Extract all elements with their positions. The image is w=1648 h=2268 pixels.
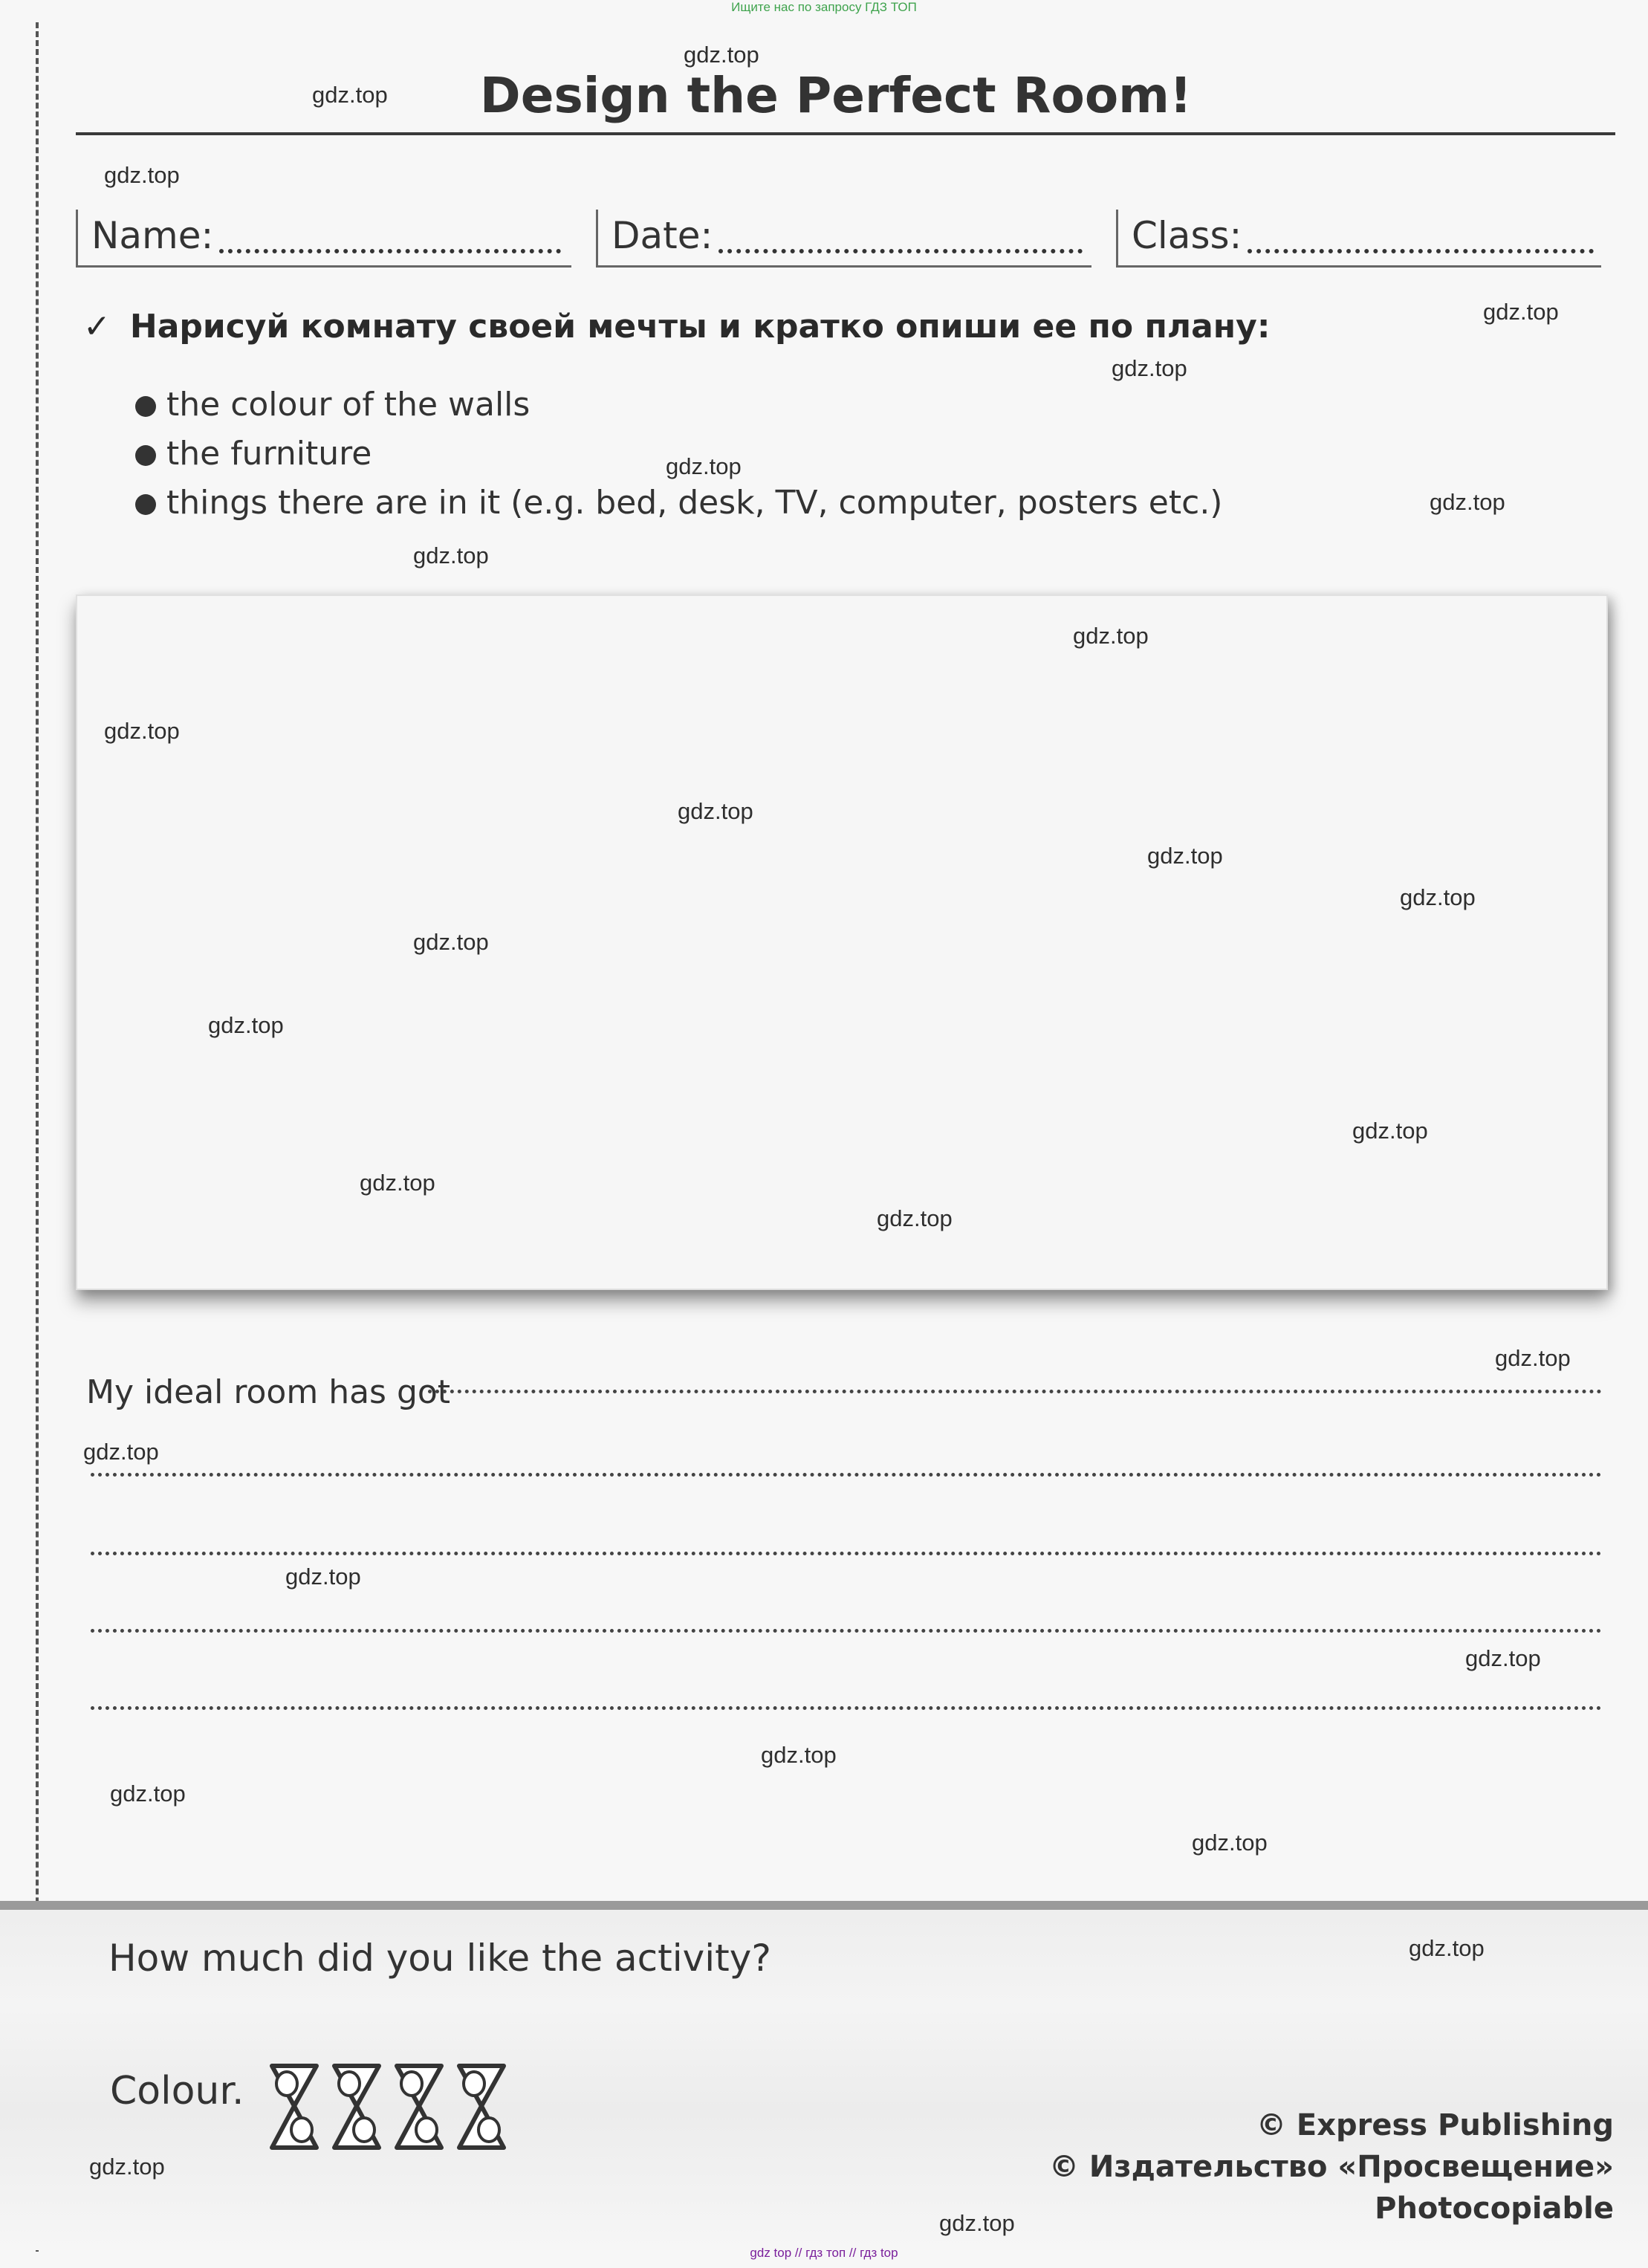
instruction <box>83 308 1270 346</box>
writing-line[interactable] <box>91 1706 1602 1710</box>
watermark: gdz.top <box>1073 623 1149 649</box>
watermark: gdz.top <box>104 162 180 188</box>
watermark: gdz.top <box>678 798 753 824</box>
watermark: gdz.top <box>1112 355 1187 381</box>
copyright-line: © Express Publishing <box>1256 2108 1614 2142</box>
copyright-block <box>1049 2105 1614 2229</box>
watermark: gdz.top <box>666 453 742 479</box>
watermark: gdz.top <box>1352 1118 1428 1144</box>
class-dots <box>1248 249 1594 253</box>
watermark: gdz.top <box>939 2210 1015 2236</box>
watermark: gdz.top <box>1400 884 1476 910</box>
class-field[interactable] <box>1116 210 1601 268</box>
watermark: gdz.top <box>1465 1645 1541 1671</box>
colour-label: Colour. <box>110 2069 244 2113</box>
watermark: gdz.top <box>1409 1935 1485 1961</box>
writing-line[interactable] <box>91 1629 1602 1633</box>
title-rule <box>76 132 1615 135</box>
watermark: gdz.top <box>208 1012 284 1038</box>
date-label: Date: <box>611 214 713 257</box>
rating-face-icon[interactable] <box>459 2066 504 2148</box>
list-item: things there are in it (e.g. bed, desk, TV, computer, posters etc.) <box>135 479 1222 528</box>
copyright-line: Photocopiable <box>1375 2191 1614 2226</box>
writing-line[interactable] <box>91 1473 1602 1477</box>
watermark: gdz.top <box>360 1170 435 1196</box>
rating-face-icon[interactable] <box>397 2066 441 2148</box>
watermark: gdz.top <box>1483 299 1559 325</box>
writing-prompt: My ideal room has got <box>86 1373 451 1411</box>
copyright-line: © Издательство «Просвещение» <box>1048 2150 1614 2184</box>
watermark: gdz.top <box>761 1742 837 1768</box>
rating-face-icon[interactable] <box>334 2066 379 2148</box>
page-title: Design the Perfect Room! <box>479 67 1193 124</box>
watermark: gdz.top <box>1495 1345 1571 1371</box>
watermark: gdz.top <box>1430 489 1505 515</box>
watermark: gdz.top <box>413 929 489 955</box>
watermark: gdz.top <box>413 542 489 568</box>
watermark: gdz.top <box>1147 843 1223 869</box>
feedback-question: How much did you like the activity? <box>108 1937 771 1980</box>
name-field[interactable] <box>76 210 571 268</box>
header-note: Ищите нас по запросу ГДЗ ТОП <box>731 0 917 14</box>
instruction-text: Нарисуй комнату своей мечты и кратко опиши ее по плану: <box>129 308 1271 346</box>
date-field[interactable] <box>596 210 1091 268</box>
watermark: gdz.top <box>89 2154 165 2180</box>
watermark: gdz.top <box>285 1564 361 1590</box>
list-item: the furniture <box>135 430 1222 479</box>
rating-faces[interactable] <box>260 2058 520 2155</box>
list-item: the colour of the walls <box>135 380 1222 430</box>
name-label: Name: <box>91 214 214 257</box>
watermark: gdz.top <box>83 1439 159 1465</box>
rating-face-icon[interactable] <box>272 2066 317 2148</box>
watermark: gdz.top <box>877 1205 953 1231</box>
watermark: gdz.top <box>312 82 388 108</box>
feedback-divider <box>0 1901 1648 1910</box>
checkmark-icon: ✓ <box>83 308 111 346</box>
writing-line[interactable] <box>428 1390 1602 1393</box>
name-dots <box>219 249 561 253</box>
footer-note: gdz top // гдз топ // гдз top <box>750 2246 898 2260</box>
watermark: gdz.top <box>104 718 180 744</box>
class-label: Class: <box>1132 214 1242 257</box>
watermark: gdz.top <box>684 42 759 68</box>
writing-line[interactable] <box>91 1552 1602 1555</box>
watermark: gdz.top <box>110 1781 186 1807</box>
drawing-area[interactable] <box>76 594 1608 1290</box>
watermark: gdz.top <box>1192 1830 1268 1856</box>
date-dots <box>718 249 1083 253</box>
